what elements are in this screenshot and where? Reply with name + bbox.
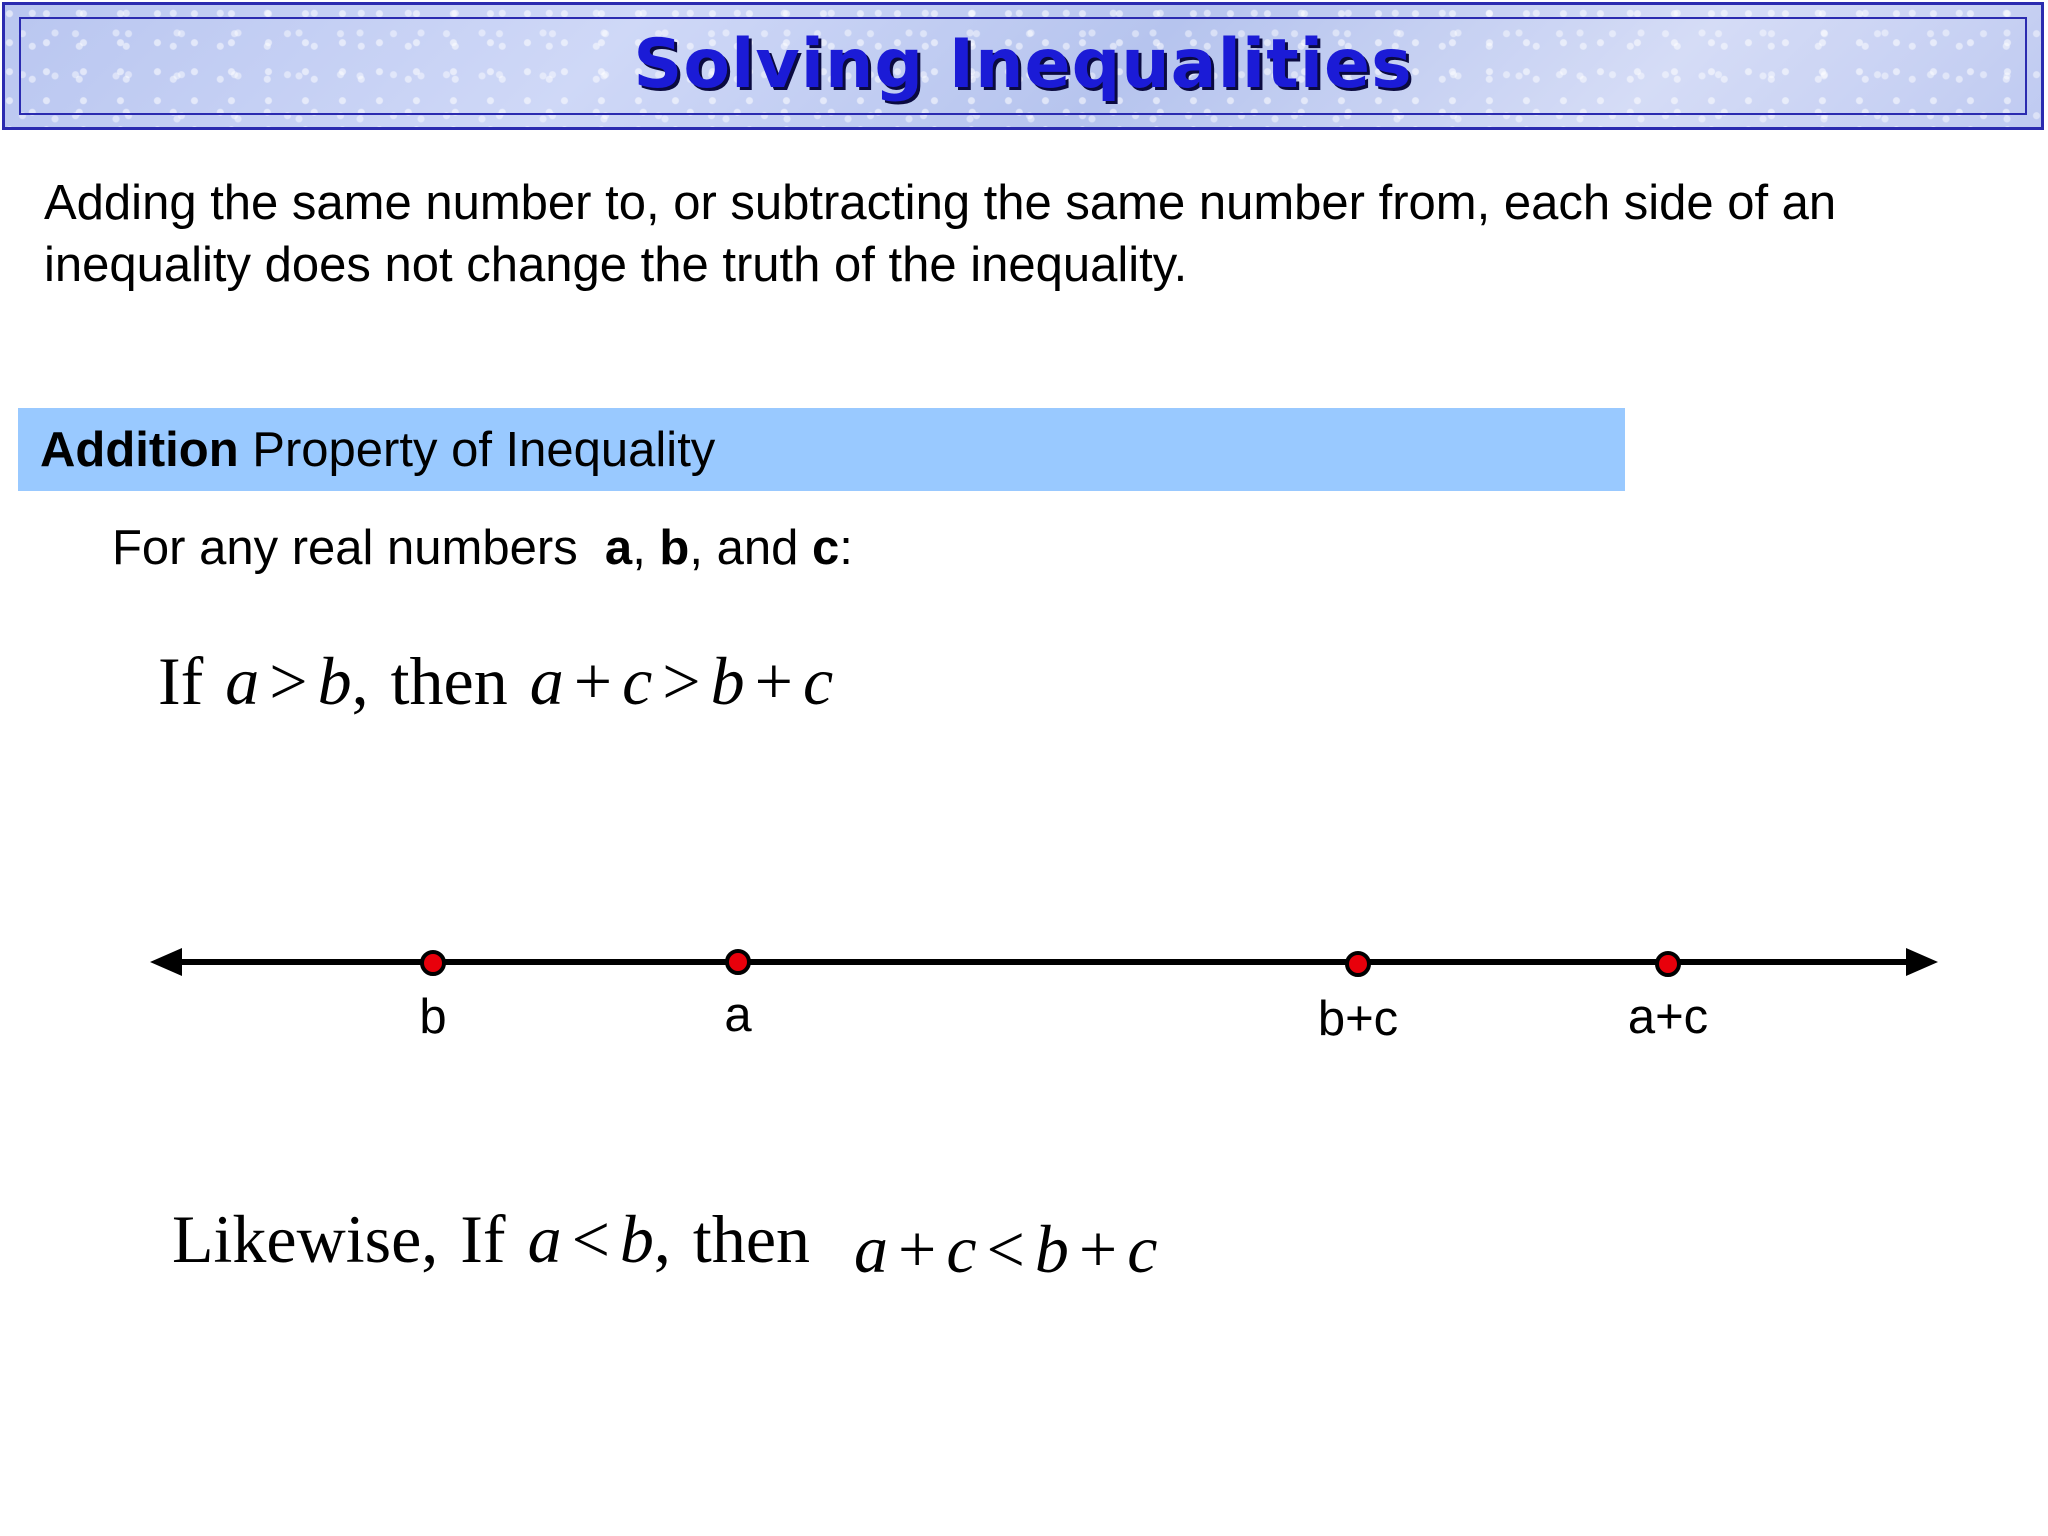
rule-then: then (390, 643, 508, 719)
label-b: b (419, 990, 447, 1044)
label-a: a (724, 988, 752, 1042)
rule2-likewise: Likewise, (172, 1201, 439, 1277)
rule2-lt2: < (986, 1211, 1025, 1287)
point-b-plus-c (1347, 953, 1369, 975)
rule2-a2: a (854, 1211, 888, 1287)
var-a: a (604, 521, 633, 575)
rule2-comma: , (653, 1201, 671, 1277)
rule2-b: b (619, 1201, 654, 1277)
label-b-plus-c: b+c (1317, 992, 1399, 1046)
point-b (422, 952, 444, 974)
property-heading-rest: Property of Inequality (238, 423, 716, 477)
for-any-prefix: For any real numbers (112, 521, 605, 575)
arrow-left-icon (150, 948, 182, 976)
rule-b2: b (710, 643, 745, 719)
rule-a2: a (529, 643, 564, 719)
rule2-lt: < (571, 1201, 610, 1277)
intro-paragraph: Adding the same number to, or subtracting the same number from, each side of an inequality does not change the truth of the inequality. (44, 176, 1837, 292)
slide-title: Solving Inequalities (633, 25, 1413, 104)
rule-b: b (317, 643, 352, 719)
rule-less-than (172, 1200, 1158, 1287)
rule2-c1: c (946, 1211, 977, 1287)
point-a-plus-c (1657, 953, 1679, 975)
rule-plus2: + (754, 643, 793, 719)
property-heading-bold: Addition (40, 423, 239, 477)
rule-c2: c (803, 643, 834, 719)
for-any-suffix: : (839, 521, 853, 575)
rule2-a: a (527, 1201, 562, 1277)
rule-c1: c (622, 643, 653, 719)
point-a (727, 951, 749, 973)
rule2-c2: c (1127, 1211, 1158, 1287)
arrow-right-icon (1906, 948, 1938, 976)
rule-gt: > (269, 643, 308, 719)
rule2-plus2: + (1078, 1211, 1118, 1287)
for-any-sep1: , (632, 521, 660, 575)
rule2-plus1: + (898, 1211, 937, 1287)
for-any-sep2: , and (689, 521, 812, 575)
rule-a: a (225, 643, 260, 719)
var-c: c (811, 521, 840, 575)
rule2-if: If (460, 1201, 506, 1277)
var-b: b (659, 521, 690, 575)
rule-if: If (158, 643, 204, 719)
rule2-b2: b (1034, 1211, 1069, 1287)
label-a-plus-c: a+c (1627, 990, 1709, 1044)
rule-comma: , (351, 643, 369, 719)
rule-plus1: + (573, 643, 613, 719)
rule-gt2: > (662, 643, 701, 719)
rule2-then: then (692, 1201, 810, 1277)
